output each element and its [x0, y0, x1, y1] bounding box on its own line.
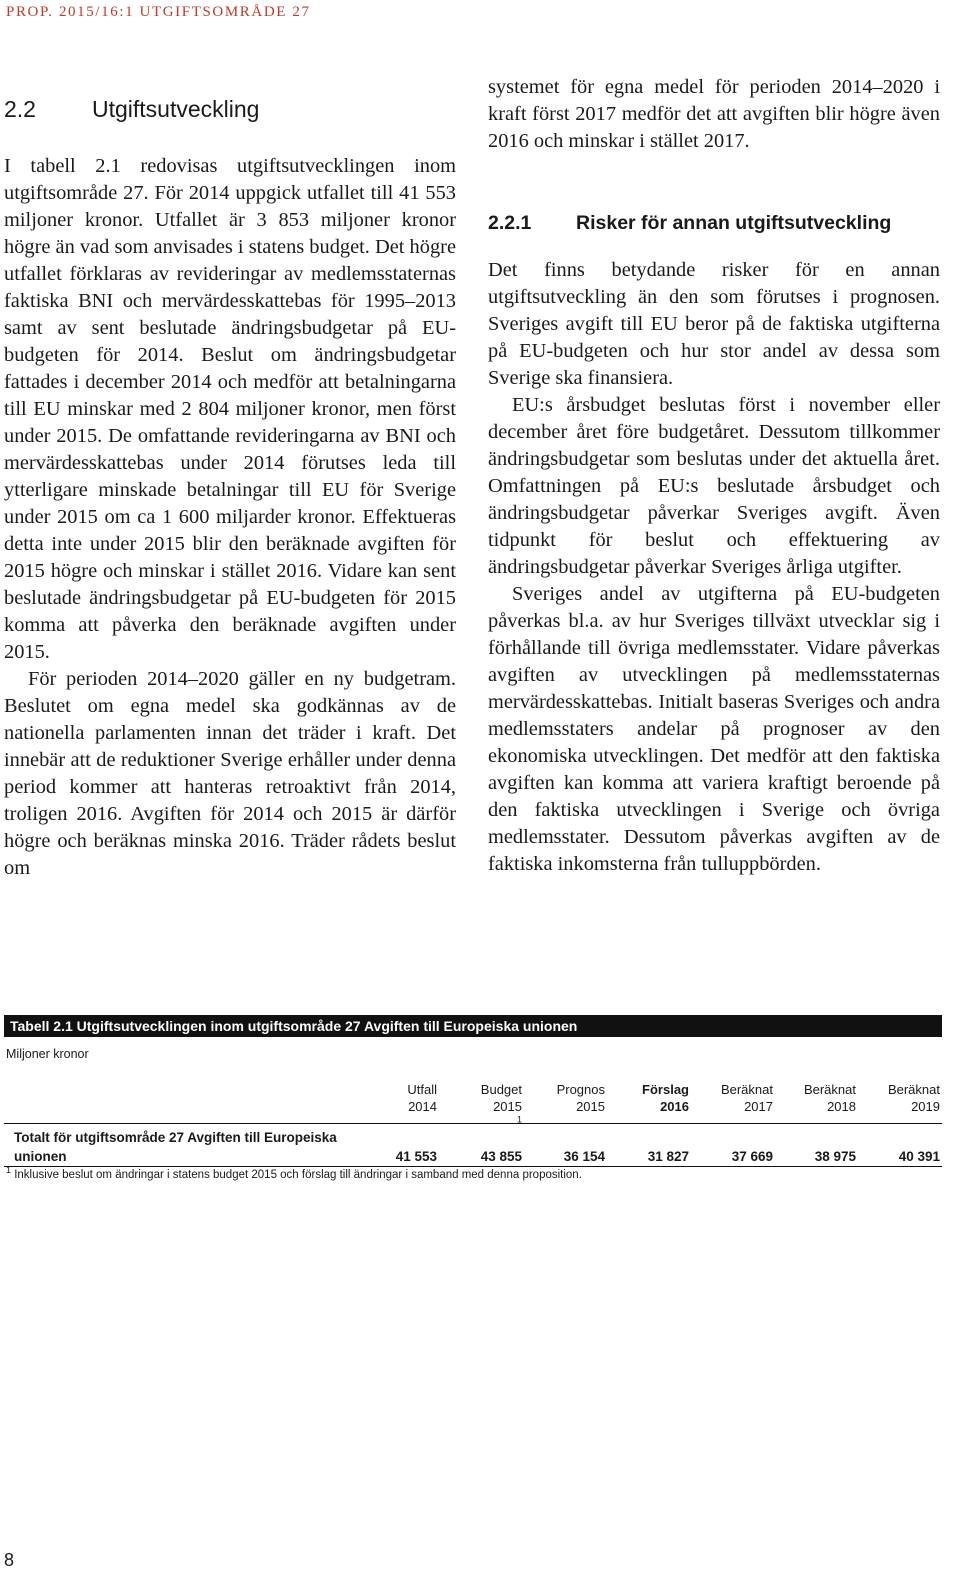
col-header-1: Utfall 2014 [407, 1082, 437, 1114]
right-paragraph-2: EU:s årsbudget beslutas först i november eller december året före budgetåret. Dessutom tillkommer ändringsbudgetar som beslutas under det aktuella året. Omfattningen på EU:s beslutade årsbudget och ändringsbudgetar påverkar Sveriges avgift. Även tidpunkt för beslut och effektuering av ändringsbudgetar påverkar Sveriges årliga utgifter. [488, 394, 940, 578]
table-title: Tabell 2.1 Utgiftsutvecklingen inom utgiftsområde 27 Avgiften till Europeiska unionen [4, 1015, 942, 1037]
col-header-4: Förslag 2016 [642, 1082, 689, 1114]
cell-value: 38 975 [814, 1149, 856, 1164]
table-footnote: $^1$ Inklusive beslut om ändringar i statens budget 2015 och förslag till ändringar i samband med denna proposition. [6, 1165, 582, 1181]
subsection-number: 2.2.1 [488, 212, 532, 234]
table-unit: Miljoner kronor [6, 1047, 89, 1061]
right-intro: systemet för egna medel för perioden 2014–2020 i kraft först 2017 medför det att avgiften blir högre även 2016 och minskar i stället 2017. [488, 76, 940, 152]
section-number: 2.2 [4, 96, 36, 122]
table-row [4, 1124, 942, 1167]
left-paragraph-2: För perioden 2014–2020 gäller en ny budgetram. Beslutet om egna medel ska godkännas av de nationella parlamenten innan det träder i kraft. Det innebär att de reduktioner Sverige erhåller under denna period kommer att hanteras retroaktivt från 2014, troligen 2016. Avgiften för 2014 och 2015 är därför högre och beräknas minska 2016. Träder rådets beslut om [4, 668, 456, 879]
cell-value: 41 553 [395, 1149, 437, 1164]
running-head: PROP. 2015/16:1 UTGIFTSOMRÅDE 27 [6, 4, 311, 20]
left-column [4, 153, 456, 882]
col-header-3: Prognos 2015 [556, 1082, 605, 1114]
right-paragraph-1: Det finns betydande risker för en annan utgiftsutveckling än den som förutses i prognosen. Sveriges avgift till EU beror på de faktiska utgifterna på EU-budgeten och hur stor andel av dessa som Sverige ska finansiera. [488, 259, 940, 389]
left-paragraph-1: I tabell 2.1 redovisas utgiftsutvecklingen inom utgiftsområde 27. För 2014 uppgick utfallet till 41 553 miljoner kronor. Utfallet är 3 853 miljoner kronor högre än vad som anvisades i statens budget. Det högre utfallet förklaras av revideringar av medlemsstaternas faktiska BNI och mervärdesskattebas för 1995–2013 samt av sent beslutade ändringsbudgetar på EU-budgeten för 2014. Beslut om ändringsbudgetar fattades i december 2014 och medför att betalningarna till EU minskar med 2 804 miljoner kronor, men först under 2015. De omfattande revideringarna av BNI och mervärdesskattebas under 2014 förutses leda till ytterligare minskade betalningar till EU för Sverige under 2015 om ca 1 600 miljarder kronor. Effektueras detta inte under 2015 blir den beräknade avgiften för 2015 högre och minskar i stället 2016. Vidare kan sent beslutade ändringsbudgetar på EU-budgeten för 2015 komma att påverka den beräknade avgiften under 2015. [4, 155, 456, 663]
col-header-2: Budget 2015 $^1$ [480, 1082, 522, 1125]
table-header [4, 1081, 942, 1124]
cell-value: 43 855 [480, 1149, 522, 1164]
cell-value: 31 827 [647, 1149, 689, 1164]
section-title: Utgiftsutveckling [92, 96, 260, 122]
table-2-1 [4, 1015, 942, 1181]
subsection-title: Risker för annan utgiftsutveckling [576, 212, 892, 234]
col-header-7: Beräknat 2019 [887, 1082, 940, 1114]
col-header-5: Beräknat 2017 [720, 1082, 773, 1114]
right-column [488, 74, 940, 878]
right-paragraph-3: Sveriges andel av utgifterna på EU-budgeten påverkas bl.a. av hur Sveriges tillväxt utvecklar sig i förhållande till övriga medlemsstater. Vidare påverkas avgiften av utvecklingen på medlemsstaternas mervärdesskattebas. Initialt baseras Sveriges och andra medlemsstaters andelar på prognoser av den ekonomiska utvecklingen. Det medför att den faktiska avgiften kan komma att variera kraftigt beroende på den faktiska utvecklingen i Sverige och övriga medlemsstater. Dessutom påverkas avgiften av de faktiska inkomsterna från tulluppbörden. [488, 583, 940, 875]
page-number: 8 [4, 1550, 15, 1570]
col-header-6: Beräknat 2018 [803, 1082, 856, 1114]
row-label: Totalt för utgiftsområde 27 Avgiften till Europeiska unionen [14, 1130, 337, 1164]
cell-value: 36 154 [563, 1149, 605, 1164]
cell-value: 37 669 [731, 1149, 773, 1164]
cell-value: 40 391 [898, 1149, 940, 1164]
subsection-heading [488, 210, 940, 237]
section-heading [4, 96, 259, 123]
